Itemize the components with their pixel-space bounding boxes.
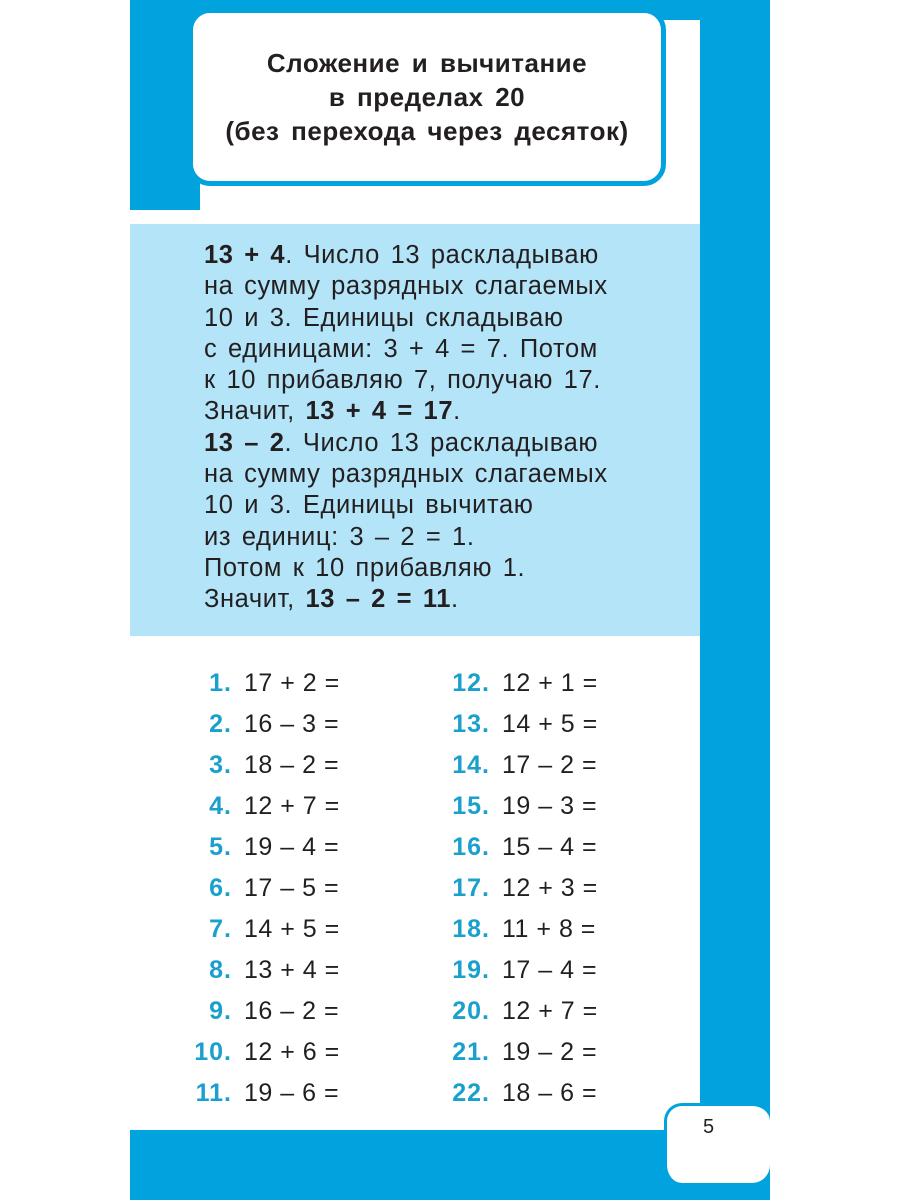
rule-line xyxy=(204,428,700,459)
rule-line xyxy=(204,334,700,365)
exercise-expression: 17 – 2 = xyxy=(502,750,598,779)
exercise-item xyxy=(430,868,598,908)
rule-text: Значит, xyxy=(204,585,306,614)
rule-text: на сумму разрядных слагаемых xyxy=(204,460,608,489)
exercise-expression: 14 + 5 = xyxy=(244,914,340,943)
rule-bold-text: 13 – 2 = 11 xyxy=(305,585,451,614)
rule-line xyxy=(204,522,700,553)
rule-bold-text: 13 + 4 = 17 xyxy=(305,397,454,426)
exercise-expression: 12 + 7 = xyxy=(244,791,340,820)
exercise-item xyxy=(430,909,596,949)
exercise-item xyxy=(172,704,339,744)
exercise-number: 3. xyxy=(209,750,232,779)
exercise-expression: 19 – 4 = xyxy=(244,832,340,861)
exercise-item xyxy=(172,950,340,990)
page-number-box xyxy=(664,1103,770,1183)
exercise-item xyxy=(430,827,597,867)
exercise-expression: 19 – 3 = xyxy=(502,791,598,820)
exercise-expression: 18 – 6 = xyxy=(502,1078,598,1107)
exercise-item xyxy=(172,745,339,785)
exercise-expression: 16 – 2 = xyxy=(244,996,340,1025)
exercise-number: 2. xyxy=(209,709,232,738)
rule-line xyxy=(204,553,700,584)
rule-text: . Число 13 раскладываю xyxy=(285,241,599,269)
exercise-expression: 12 + 1 = xyxy=(502,668,598,697)
exercise-expression: 12 + 7 = xyxy=(502,996,598,1025)
exercise-number: 8. xyxy=(209,955,232,984)
rule-line xyxy=(204,490,700,521)
exercise-number: 12. xyxy=(452,668,490,697)
exercise-number: 20. xyxy=(452,996,490,1025)
exercise-expression: 19 – 2 = xyxy=(502,1037,598,1066)
exercise-expression: 18 – 2 = xyxy=(244,750,340,779)
rule-line xyxy=(204,303,700,334)
rule-bold-text: 13 + 4 xyxy=(204,241,286,269)
exercise-item xyxy=(172,991,339,1031)
rule-line xyxy=(204,584,700,615)
exercise-number: 6. xyxy=(209,873,232,902)
exercise-item xyxy=(430,704,598,744)
rule-line xyxy=(204,240,700,271)
exercise-expression: 17 + 2 = xyxy=(244,668,340,697)
rule-line xyxy=(204,271,700,302)
page-number: 5 xyxy=(703,1116,715,1138)
exercise-item xyxy=(430,663,598,703)
exercise-item xyxy=(172,909,340,949)
frame-right xyxy=(700,0,770,1200)
rule-bold-text: 13 – 2 xyxy=(204,428,285,457)
rule-line xyxy=(204,396,700,427)
exercise-expression: 12 + 3 = xyxy=(502,873,598,902)
exercise-number: 15. xyxy=(452,791,490,820)
rule-explanation-box xyxy=(130,224,700,636)
rule-text: к 10 прибавляю 7, получаю 17. xyxy=(204,366,601,395)
exercise-expression: 15 – 4 = xyxy=(502,832,598,861)
exercise-number: 14. xyxy=(452,750,490,779)
title-box xyxy=(188,8,666,186)
exercise-item xyxy=(172,786,340,826)
exercise-item xyxy=(430,950,597,990)
exercise-number: 13. xyxy=(452,709,490,738)
rule-text: 10 и 3. Единицы вычитаю xyxy=(204,491,534,520)
exercise-item xyxy=(430,1032,597,1072)
exercise-expression: 13 + 4 = xyxy=(244,955,340,984)
rule-line xyxy=(204,365,700,396)
rule-text: из единиц: 3 – 2 = 1. xyxy=(204,522,475,551)
exercise-expression: 11 + 8 = xyxy=(502,914,596,943)
exercise-expression: 17 – 5 = xyxy=(244,873,340,902)
exercise-number: 4. xyxy=(209,791,232,820)
exercise-expression: 12 + 6 = xyxy=(244,1037,340,1066)
exercise-number: 5. xyxy=(209,832,232,861)
exercise-number: 17. xyxy=(452,873,490,902)
exercise-item xyxy=(172,868,339,908)
rule-line xyxy=(204,459,700,490)
rule-text: на сумму разрядных слагаемых xyxy=(204,272,608,301)
exercise-item xyxy=(172,663,340,703)
rule-text: Потом к 10 прибавляю 1. xyxy=(204,553,526,582)
exercise-item xyxy=(172,1032,340,1072)
rule-text: . xyxy=(450,585,459,614)
exercise-item xyxy=(172,827,339,867)
rule-text: . Число 13 раскладываю xyxy=(284,428,599,457)
rule-text: с единицами: 3 + 4 = 7. Потом xyxy=(204,334,598,363)
exercise-number: 19. xyxy=(452,955,490,984)
exercise-number: 16. xyxy=(452,832,490,861)
exercise-expression: 16 – 3 = xyxy=(244,709,340,738)
exercise-expression: 14 + 5 = xyxy=(502,709,598,738)
exercise-item xyxy=(172,1073,339,1113)
title-line-3: (без перехода через десяток) xyxy=(225,116,629,146)
exercise-number: 9. xyxy=(209,996,232,1025)
rule-text: . xyxy=(453,397,461,426)
exercise-item xyxy=(430,1073,597,1113)
exercise-number: 11. xyxy=(195,1078,232,1107)
exercise-number: 22. xyxy=(452,1078,490,1107)
title-line-2: в пределах 20 xyxy=(328,82,526,112)
exercise-number: 21. xyxy=(452,1037,490,1066)
exercise-item xyxy=(430,786,597,826)
rule-text: Значит, xyxy=(204,397,306,426)
exercise-item xyxy=(430,745,597,785)
rule-text: 10 и 3. Единицы складываю xyxy=(204,303,564,332)
exercise-number: 1. xyxy=(209,668,232,697)
exercise-expression: 17 – 4 = xyxy=(502,955,598,984)
exercise-number: 7. xyxy=(209,914,232,943)
exercise-expression: 19 – 6 = xyxy=(244,1078,340,1107)
title-line-1: Сложение и вычитание xyxy=(266,48,588,78)
exercise-number: 10. xyxy=(194,1037,232,1066)
exercise-number: 18. xyxy=(452,914,490,943)
exercise-item xyxy=(430,991,598,1031)
